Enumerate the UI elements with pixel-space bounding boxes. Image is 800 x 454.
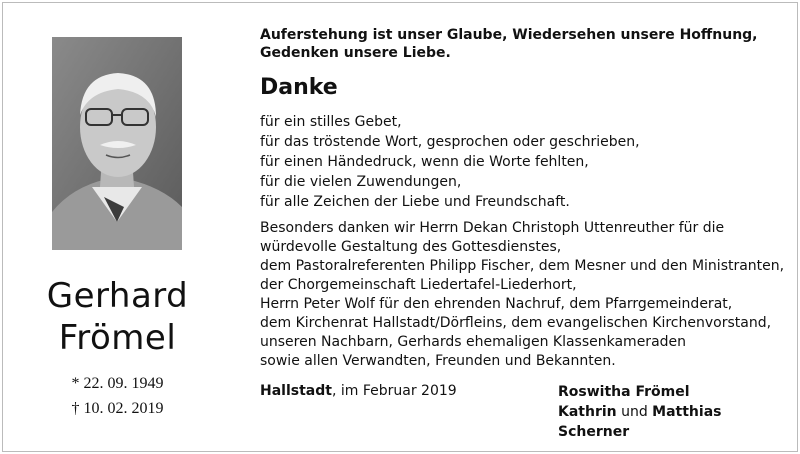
thanks-heading: Danke bbox=[260, 75, 338, 100]
place: Hallstadt bbox=[260, 383, 332, 399]
signer-2-first: Kathrin bbox=[558, 404, 617, 420]
thanks-line: für ein stilles Gebet, bbox=[260, 114, 402, 130]
special-thanks-line: dem Pastoralreferenten Philipp Fischer, dem Mesner und den Ministranten, bbox=[260, 258, 785, 274]
date-text: , im Februar 2019 bbox=[331, 383, 457, 399]
special-thanks-line: würdevolle Gestaltung des Gottesdienstes, bbox=[260, 239, 562, 255]
deceased-first-name: Gerhard bbox=[46, 276, 189, 316]
special-thanks-line: sowie allen Verwandten, Freunden und Bekannten. bbox=[260, 353, 616, 369]
special-thanks-list bbox=[260, 219, 795, 371]
thanks-line: für die vielen Zuwendungen, bbox=[260, 174, 462, 190]
thanks-line: für das tröstende Wort, gesprochen oder geschrieben, bbox=[260, 134, 640, 150]
deceased-last-name: Frömel bbox=[58, 318, 177, 358]
special-thanks-line: Besonders danken wir Herrn Dekan Christoph Uttenreuther für die bbox=[260, 220, 725, 236]
special-thanks-line: Herrn Peter Wolf für den ehrenden Nachruf, dem Pfarrgemeinderat, bbox=[260, 296, 733, 312]
thanks-list bbox=[260, 112, 640, 212]
special-thanks-line: der Chorgemeinschaft Liedertafel-Liederhort, bbox=[260, 277, 577, 293]
thanks-line: für einen Händedruck, wenn die Worte fehlten, bbox=[260, 154, 589, 170]
special-thanks-line: dem Kirchenrat Hallstadt/Dörfleins, dem evangelischen Kirchenvorstand, bbox=[260, 315, 772, 331]
signer-2-rest: Matthias Scherner bbox=[558, 404, 722, 440]
death-date: † 10. 02. 2019 bbox=[71, 400, 164, 417]
motto-line: Auferstehung ist unser Glaube, Wiedersehen unsere Hoffnung, bbox=[260, 27, 758, 43]
motto-line: Gedenken unsere Liebe. bbox=[260, 45, 451, 61]
memorial-left-column bbox=[0, 0, 235, 454]
signer-2-join: und bbox=[616, 404, 653, 420]
special-thanks-line: unseren Nachbarn, Gerhards ehemaligen Klassenkameraden bbox=[260, 334, 687, 350]
signatories bbox=[558, 382, 790, 442]
memorial-right-column bbox=[260, 0, 790, 454]
motto bbox=[260, 26, 780, 62]
portrait-photo bbox=[52, 37, 182, 250]
thanks-line: für alle Zeichen der Liebe und Freundschaft. bbox=[260, 194, 570, 210]
signer-2 bbox=[558, 402, 790, 442]
birth-date: * 22. 09. 1949 bbox=[71, 375, 164, 392]
signer-1: Roswitha Frömel bbox=[558, 384, 690, 400]
place-and-date bbox=[260, 382, 457, 400]
